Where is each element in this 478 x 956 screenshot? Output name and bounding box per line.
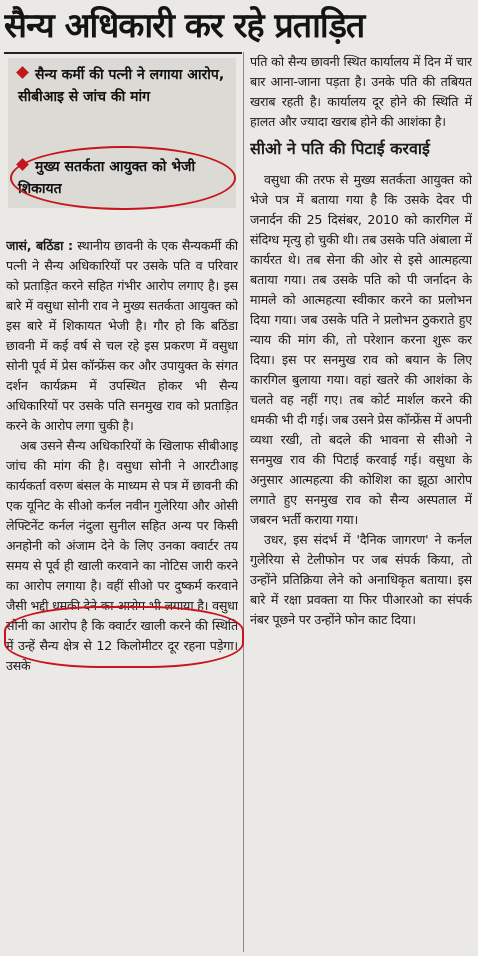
annotation-circle-rti: [4, 606, 244, 668]
highlight-text-1: सैन्य कर्मी की पत्नी ने लगाया आरोप, सीबीआइ से जांच की मांग: [18, 67, 225, 105]
highlight-item-1: [18, 64, 232, 108]
right-paragraph-2: वसुधा की तरफ से मुख्य सतर्कता आयुक्त को भेजे पत्र में बताया गया है कि उसके देवर पी जनार्दन की 25 दिसंबर, 2010 को कारगिल में संदिग्ध मृत्यु हो चुकी थी। तब उसके पति अंबाला में कार्यरत थे। तब सेना की ओर से इसे आत्महत्या बताया गया। तब उसके पति को पी जर्नादन के मामले को आत्महत्या स्वीकार करने का प्रलोभन दिया गया। जब उसके पति ने प्रलोभन ठुकराते हुए न्याय की मांग की, तो परेशान करना शुरू कर दिया। इस पर सनमुख राव को बयान के लिए कारगिल बुलाया गया। वहां खतरे की आशंका के चलते वह नहीं गए। तब कोर्ट मार्शल करने की धमकी भी दी गई। जब उसने प्रेस कॉन्फ्रेंस में अपनी व्यथा रखी, तो बदले की भावना से सीओ ने सनमुख राव की पिटाई करवाई गई। वसुधा के अनुसार आत्महत्या की कोशिश का झूठा आरोप लगाते हुए सनमुख राव को सैन्य अस्पताल में जबरन भर्ती कराया गया।: [250, 172, 472, 527]
headline-rule: [4, 52, 242, 54]
left-paragraph-1: [6, 236, 238, 436]
right-column: [250, 52, 472, 952]
subheading: सीओ ने पति की पिटाई करवाई: [250, 139, 430, 158]
headline: सैन्य अधिकारी कर रहे प्रताड़ित: [4, 6, 365, 46]
left-paragraph-2: अब उसने सैन्य अधिकारियों के खिलाफ सीबीआइ जांच की मांग की है। वसुधा सोनी ने आरटीआइ कार्यकर्ता वरुण बंसल के माध्यम से पत्र में छावनी की एक यूनिट के सीओ कर्नल नवीन गुलेरिया और ओसी लेफ्टिनेंट कर्नल नंदुला सुनील सहित अन्य पर किसी अनहोनी को अंजाम देने के लिए उनका क्वार्टर तय समय से पूर्व ही खाली करवाने का नोटिस जारी करने का आरोप लगाया है। वहीं सीओ पर दुष्कर्म करवाने जैसी भद्दी धमकी देने का आरोप भी लगाया है। वसुधा सोनी का आरोप है कि क्वार्टर खाली करने की स्थिति में उन्हें सैन्य क्षेत्र से 12 किलोमीटर दूर रहना पड़ेगा। उसके: [6, 438, 238, 673]
column-divider: [243, 52, 244, 952]
diamond-bullet-icon: [16, 66, 29, 79]
left-paragraph-1-text: स्थानीय छावनी के एक सैन्यकर्मी की पत्नी ने सैन्य अधिकारियों पर उसके पति व परिवार को प्रताड़ित करने सहित गंभीर आरोप लगाए है। इस बारे में वसुधा सोनी राव ने मुख्य सतर्कता आयुक्त को इस बारे में शिकायत भेजी है। गौर हो कि बठिंडा छावनी में कई वर्ष से चल रहे इस प्रकरण में वसुधा सोनी पूर्व में प्रेस कॉन्फ्रेंस कर और उपायुक्त के संगत दर्शन कार्यक्रम में उपस्थित होकर भी सैन्य अधिकारियों पर उसके पति सनमुख राव को प्रताड़ित करने के आरोप लगा चुकी है।: [6, 238, 238, 433]
highlight-text-2: मुख्य सतर्कता आयुक्त को भेजी शिकायत: [18, 159, 196, 197]
left-column: [6, 236, 238, 952]
dateline: जासं, बठिंडा :: [6, 238, 73, 253]
right-paragraph-1: पति को सैन्य छावनी स्थित कार्यालय में दिन में चार बार आना-जाना पड़ता है। उनके पति की तबियत खराब रहती है। कार्यालय दूर होने की स्थिति में हालत और ज्यादा खराब होने की आशंका है।: [250, 54, 472, 129]
annotation-circle-highlight: [10, 146, 236, 210]
right-paragraph-3: उधर, इस संदर्भ में 'दैनिक जागरण' ने कर्नल गुलेरिया से टेलीफोन पर जब संपर्क किया, तो उन्होंने प्रतिक्रिया लेने को अनाधिकृत बताया। इस बारे में रक्षा प्रवक्ता या फिर पीआरओ का संपर्क नंबर पूछने पर उन्होंने फोन काट दिया।: [250, 532, 472, 627]
